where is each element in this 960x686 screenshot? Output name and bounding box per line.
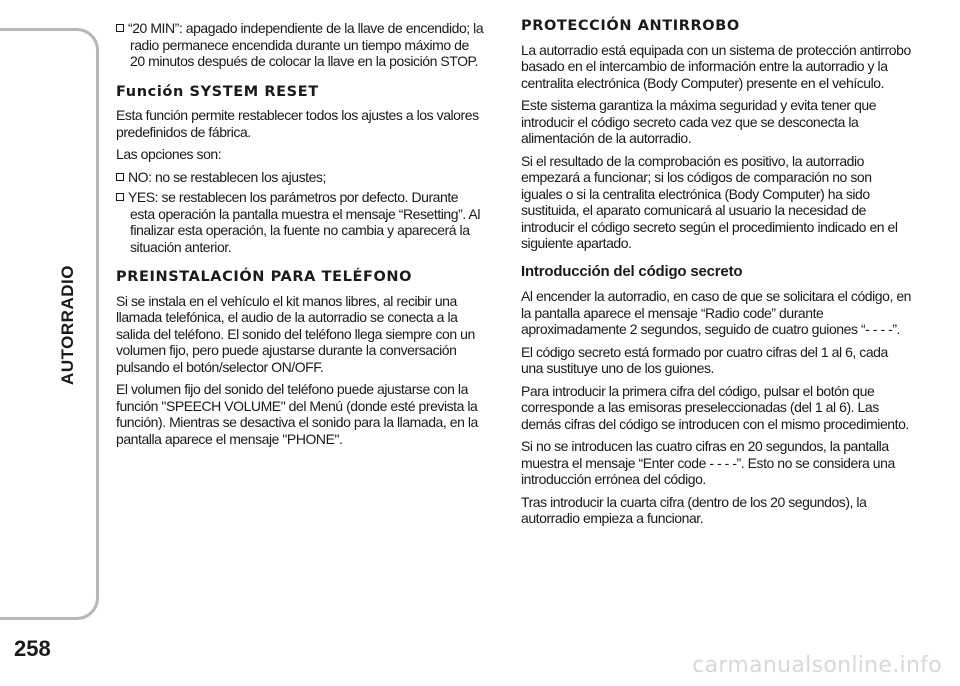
paragraph: Las opciones son: <box>116 146 222 162</box>
watermark: carmanualsonline.info <box>692 653 942 678</box>
paragraph: Si no se introducen las cuatro cifras en 20 segundos, la pantalla muestra el mensaje “Enter code - - - -”. Esto no se considera una introducción errónea del código. <box>521 438 895 487</box>
paragraph: Esta función permite restablecer todos los ajustes a los valores predefinidos de fábrica. <box>116 107 479 140</box>
list-item <box>116 169 484 186</box>
checkbox-bullet-icon <box>116 24 124 32</box>
list-item-text: “20 MIN”: apagado independiente de la llave de encendido; la radio permanece encendida durante un tiempo máximo de 20 minutos después de colocar la llave en la posición STOP. <box>128 20 484 69</box>
paragraph: Para introducir la primera cifra del código, pulsar el botón que corresponde a las emisoras preseleccionadas (del 1 al 6). Las demás cifras del código se introducen con el mismo procedimiento. <box>521 382 909 432</box>
paragraph: El código secreto está formado por cuatro cifras del 1 al 6, cada una sustituye uno de los guiones. <box>521 343 888 376</box>
checkbox-bullet-icon <box>116 173 124 181</box>
list-item-text: NO: no se restablecen los ajustes; <box>128 168 326 185</box>
list-item-text: YES: se restablecen los parámetros por defecto. Durante esta operación la pantalla muestra el mensaje “Resetting”. Al finalizar esta operación, la fuente no cambia y aparecerá la situación anterior. <box>128 189 480 255</box>
paragraph: Al encender la autorradio, en caso de que se solicitara el código, en la pantalla aparece el mensaje “Radio code” durante aproximadamente 2 segundos, seguido de cuatro guiones “- - - -”. <box>521 288 911 337</box>
paragraph: Este sistema garantiza la máxima seguridad y evita tener que introducir el código secreto cada vez que se desconecta la alimentación de la autorradio. <box>521 97 877 146</box>
subheading-secret-code: Introducción del código secreto <box>521 262 743 280</box>
paragraph: La autorradio está equipada con un sistema de protección antirrobo basado en el intercambio de información entre la autorradio y la centralita electrónica (Body Computer) presente en el vehículo. <box>521 41 911 91</box>
paragraph: Si el resultado de la comprobación es positivo, la autorradio empezará a funcionar; si los códigos de comparación no son iguales o si la centralita electrónica (Body Computer) ha sido sustituida, el aparato comunicará al usuario la necesidad de introducir el código secreto según el procedimiento indicado en el siguiente apartado. <box>521 152 898 251</box>
left-column <box>116 20 484 453</box>
section-label: AUTORRADIO <box>58 265 77 385</box>
section-heading-phone: PREINSTALACIÓN PARA TELÉFONO <box>116 269 413 285</box>
section-heading-antitheft: PROTECCIÓN ANTIRROBO <box>521 18 740 34</box>
paragraph: Tras introducir la cuarta cifra (dentro de los 20 segundos), la autorradio empieza a funcionar. <box>521 493 867 526</box>
page-number: 258 <box>14 636 51 661</box>
section-heading-system-reset: Función SYSTEM RESET <box>116 83 319 100</box>
right-column <box>521 18 913 533</box>
paragraph: Si se instala en el vehículo el kit manos libres, al recibir una llamada telefónica, el audio de la autorradio se conecta a la salida del teléfono. El sonido del teléfono llega siempre con un volumen fijo, pero puede ajustarse durante la conversación pulsando el botón/selector ON/OFF. <box>116 292 475 375</box>
paragraph: El volumen fijo del sonido del teléfono puede ajustarse con la función "SPEECH VOLUME" del Menú (donde esté prevista la función). Mientras se desactiva el sonido para la llamada, en la pantalla aparece el mensaje "PHONE". <box>116 381 478 447</box>
list-item <box>116 20 484 70</box>
list-item <box>116 189 484 255</box>
page-margin-tab <box>0 0 100 686</box>
checkbox-bullet-icon <box>116 193 124 201</box>
section-tab <box>0 28 99 620</box>
